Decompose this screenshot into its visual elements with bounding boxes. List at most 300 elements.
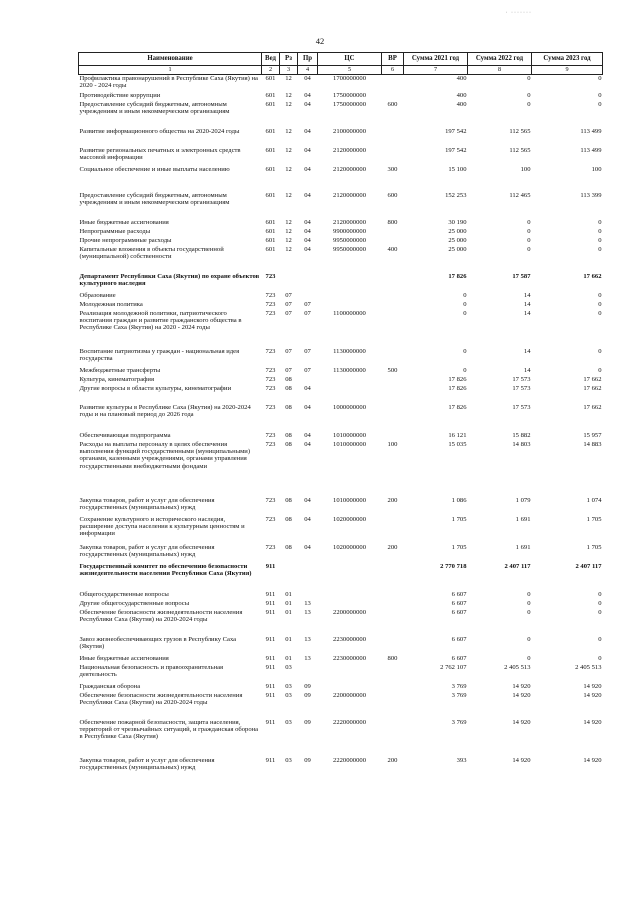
cell-vr: 200 bbox=[387, 496, 398, 504]
table-row bbox=[79, 516, 603, 544]
cell-name: Развитие региональных печатных и электронных средств массовой информации bbox=[79, 146, 241, 161]
cell-pr: 04 bbox=[304, 218, 311, 226]
cell-ved: 911 bbox=[265, 599, 276, 607]
cell-pr bbox=[298, 664, 318, 683]
header-row bbox=[79, 53, 603, 66]
cell-cs: 2230000000 bbox=[333, 635, 366, 643]
cell-sum-2023: 0 bbox=[598, 291, 602, 299]
cell-sum-2021: 15 035 bbox=[448, 440, 467, 448]
cell-sum-2022: 17 573 bbox=[512, 384, 531, 392]
cell-ved: 723 bbox=[265, 384, 276, 392]
cell-sum-2023: 17 662 bbox=[583, 403, 602, 411]
cell-sum-2022: 0 bbox=[527, 599, 531, 607]
cell-pr: 07 bbox=[304, 347, 311, 355]
cell-sum-2023: 14 920 bbox=[583, 691, 602, 699]
cell-sum-2023: 100 bbox=[591, 165, 602, 173]
cell-vr: 600 bbox=[387, 100, 398, 108]
table-row bbox=[79, 385, 603, 404]
table-row bbox=[79, 228, 603, 237]
cell-sum-2021: 3 769 bbox=[451, 691, 467, 699]
cell-sum-2023: 0 bbox=[598, 654, 602, 662]
cell-vr bbox=[382, 310, 404, 348]
cell-pr bbox=[298, 273, 318, 292]
cell-ved: 601 bbox=[265, 91, 276, 99]
cell-sum-2022: 15 882 bbox=[512, 431, 531, 439]
cell-cs bbox=[318, 273, 382, 292]
cell-name: Молодежная политика bbox=[79, 300, 143, 308]
table-row bbox=[79, 636, 603, 655]
cell-name: Образование bbox=[79, 291, 116, 299]
cell-sum-2022: 14 920 bbox=[512, 691, 531, 699]
cell-pr bbox=[298, 563, 318, 591]
cell-ved: 911 bbox=[265, 718, 276, 726]
header-sum-2022: Сумма 2022 год bbox=[468, 53, 532, 66]
cell-ved: 723 bbox=[265, 291, 276, 299]
cell-name: Предоставление субсидий бюджетным, автономным учреждениям и иным некоммерческим организациям bbox=[79, 191, 230, 206]
cell-ved: 723 bbox=[265, 496, 276, 504]
cell-sum-2021: 0 bbox=[463, 366, 467, 374]
cell-name: Другие вопросы в области культуры, кинематографии bbox=[79, 384, 232, 392]
cell-pr: 13 bbox=[304, 654, 311, 662]
cell-pr: 04 bbox=[304, 245, 311, 253]
cell-pr: 07 bbox=[304, 309, 311, 317]
cell-name: Прочие непрограммные расходы bbox=[79, 236, 172, 244]
cell-sum-2022: 14 bbox=[523, 291, 531, 299]
cell-rz: 12 bbox=[285, 218, 292, 226]
cell-vr: 200 bbox=[387, 543, 398, 551]
cell-name: Предоставление субсидий бюджетным, автономным учреждениям и иным некоммерческим организациям bbox=[79, 100, 230, 115]
cell-pr: 04 bbox=[304, 384, 311, 392]
cell-sum-2023: 0 bbox=[598, 100, 602, 108]
cell-pr: 07 bbox=[304, 366, 311, 374]
cell-ved: 911 bbox=[265, 562, 276, 570]
cell-sum-2022: 0 bbox=[527, 635, 531, 643]
cell-name: Непрограммные расходы bbox=[79, 227, 151, 235]
cell-pr: 13 bbox=[304, 608, 311, 616]
cell-rz: 01 bbox=[285, 599, 292, 607]
cell-vr bbox=[382, 664, 404, 683]
cell-pr: 04 bbox=[304, 165, 311, 173]
cell-rz: 01 bbox=[285, 608, 292, 616]
cell-sum-2023: 1 705 bbox=[586, 515, 602, 523]
cell-sum-2021: 6 607 bbox=[451, 635, 467, 643]
cell-sum-2023: 17 662 bbox=[583, 384, 602, 392]
table-row bbox=[79, 166, 603, 192]
cell-ved: 723 bbox=[265, 366, 276, 374]
cell-vr bbox=[382, 636, 404, 655]
cell-sum-2022: 112 565 bbox=[509, 127, 531, 135]
cell-rz: 08 bbox=[285, 440, 292, 448]
cell-sum-2023: 17 662 bbox=[583, 375, 602, 383]
cell-sum-2022: 0 bbox=[527, 75, 531, 82]
column-number: 3 bbox=[280, 66, 298, 75]
table-row bbox=[79, 683, 603, 692]
cell-cs: 2120000000 bbox=[333, 218, 366, 226]
cell-sum-2022: 1 691 bbox=[515, 543, 531, 551]
cell-cs: 2120000000 bbox=[333, 191, 366, 199]
table-row bbox=[79, 310, 603, 348]
table-row bbox=[79, 609, 603, 636]
cell-vr bbox=[382, 404, 404, 432]
cell-sum-2023: 15 957 bbox=[583, 431, 602, 439]
table-row bbox=[79, 757, 603, 776]
cell-sum-2023: 14 883 bbox=[583, 440, 602, 448]
table-row bbox=[79, 292, 603, 301]
table-row bbox=[79, 75, 603, 92]
table-row bbox=[79, 192, 603, 219]
cell-sum-2023: 113 499 bbox=[580, 146, 602, 154]
cell-pr: 07 bbox=[304, 300, 311, 308]
cell-cs: 1000000000 bbox=[333, 403, 366, 411]
cell-vr: 400 bbox=[387, 245, 398, 253]
table-row bbox=[79, 719, 603, 757]
table-row bbox=[79, 600, 603, 609]
cell-vr bbox=[382, 683, 404, 692]
cell-rz bbox=[280, 563, 298, 591]
cell-name: Гражданская оборона bbox=[79, 682, 141, 690]
cell-sum-2021: 400 bbox=[456, 75, 467, 82]
cell-name: Закупка товаров, работ и услуг для обеспечения государственных (муниципальных) нужд bbox=[79, 756, 215, 771]
cell-sum-2023: 2 407 117 bbox=[575, 562, 602, 570]
cell-sum-2022: 100 bbox=[520, 165, 531, 173]
cell-sum-2023: 113 499 bbox=[580, 127, 602, 135]
cell-sum-2022: 1 079 bbox=[515, 496, 531, 504]
table-row bbox=[79, 404, 603, 432]
table-row bbox=[79, 367, 603, 376]
cell-sum-2021: 400 bbox=[456, 100, 467, 108]
cell-sum-2023: 0 bbox=[598, 590, 602, 598]
cell-sum-2021: 1 705 bbox=[451, 543, 467, 551]
cell-sum-2023: 14 920 bbox=[583, 756, 602, 764]
cell-sum-2021: 6 607 bbox=[451, 608, 467, 616]
cell-name: Обеспечение безопасности жизнедеятельности населения Республики Саха (Якутия) на 2020-2024 годы bbox=[79, 691, 243, 706]
cell-pr: 13 bbox=[304, 635, 311, 643]
cell-sum-2022: 112 565 bbox=[509, 146, 531, 154]
cell-sum-2021: 0 bbox=[463, 309, 467, 317]
cell-vr bbox=[382, 92, 404, 101]
cell-cs: 1020000000 bbox=[333, 543, 366, 551]
cell-name: Капитальные вложения в объекты государственной (муниципальной) собственности bbox=[79, 245, 224, 260]
table-row bbox=[79, 664, 603, 683]
cell-rz: 12 bbox=[285, 91, 292, 99]
table-row bbox=[79, 591, 603, 600]
cell-ved: 601 bbox=[265, 127, 276, 135]
column-number: 9 bbox=[532, 66, 603, 75]
table-row bbox=[79, 348, 603, 367]
cell-sum-2023: 2 405 513 bbox=[575, 663, 602, 671]
cell-sum-2021: 15 100 bbox=[448, 165, 467, 173]
cell-rz: 12 bbox=[285, 245, 292, 253]
cell-rz: 07 bbox=[285, 309, 292, 317]
cell-rz: 08 bbox=[285, 496, 292, 504]
cell-vr bbox=[382, 228, 404, 237]
cell-sum-2023: 0 bbox=[598, 75, 602, 82]
cell-cs bbox=[318, 591, 382, 600]
cell-vr bbox=[382, 609, 404, 636]
cell-cs: 2120000000 bbox=[333, 146, 366, 154]
cell-cs: 2120000000 bbox=[333, 165, 366, 173]
cell-pr bbox=[298, 591, 318, 600]
cell-sum-2022: 17 573 bbox=[512, 375, 531, 383]
cell-pr: 04 bbox=[304, 191, 311, 199]
column-number-row bbox=[79, 66, 603, 75]
cell-name: Иные бюджетные ассигнования bbox=[79, 654, 169, 662]
cell-pr: 04 bbox=[304, 403, 311, 411]
cell-sum-2021: 2 770 718 bbox=[440, 562, 467, 570]
header-name: Наименование bbox=[79, 53, 262, 66]
cell-cs: 2220000000 bbox=[333, 718, 366, 726]
table-row bbox=[79, 544, 603, 563]
cell-vr bbox=[382, 147, 404, 166]
cell-sum-2021: 3 769 bbox=[451, 718, 467, 726]
cell-vr bbox=[382, 376, 404, 385]
cell-pr bbox=[298, 292, 318, 301]
table-row bbox=[79, 441, 603, 497]
cell-vr bbox=[382, 75, 404, 92]
cell-ved: 601 bbox=[265, 227, 276, 235]
cell-rz: 12 bbox=[285, 227, 292, 235]
cell-cs: 1750000000 bbox=[333, 100, 366, 108]
cell-vr bbox=[382, 432, 404, 441]
cell-name: Другие общегосударственные вопросы bbox=[79, 599, 190, 607]
column-number: 5 bbox=[318, 66, 382, 75]
cell-cs: 1130000000 bbox=[333, 347, 366, 355]
cell-rz: 12 bbox=[285, 236, 292, 244]
cell-name: Общегосударственные вопросы bbox=[79, 590, 169, 598]
cell-sum-2022: 0 bbox=[527, 245, 531, 253]
cell-pr: 04 bbox=[304, 543, 311, 551]
column-number: 8 bbox=[468, 66, 532, 75]
cell-vr bbox=[382, 237, 404, 246]
budget-table bbox=[78, 52, 603, 776]
header-pr: Пр bbox=[298, 53, 318, 66]
page-number: 42 bbox=[315, 36, 325, 46]
cell-name: Развитие информационного общества на 2020-2024 годы bbox=[79, 127, 240, 135]
cell-cs: 1700000000 bbox=[333, 75, 366, 82]
cell-sum-2022: 0 bbox=[527, 100, 531, 108]
cell-ved: 601 bbox=[265, 218, 276, 226]
cell-pr: 04 bbox=[304, 227, 311, 235]
cell-sum-2021: 2 762 107 bbox=[440, 663, 467, 671]
cell-pr: 04 bbox=[304, 75, 311, 82]
cell-ved: 601 bbox=[265, 146, 276, 154]
cell-rz: 08 bbox=[285, 384, 292, 392]
cell-sum-2022: 14 920 bbox=[512, 682, 531, 690]
cell-sum-2021: 6 607 bbox=[451, 590, 467, 598]
cell-ved: 601 bbox=[265, 75, 276, 82]
table-row bbox=[79, 219, 603, 228]
header-sum-2023: Сумма 2023 год bbox=[532, 53, 603, 66]
cell-rz: 08 bbox=[285, 403, 292, 411]
cell-rz: 12 bbox=[285, 146, 292, 154]
cell-sum-2021: 152 253 bbox=[445, 191, 467, 199]
cell-cs: 2200000000 bbox=[333, 691, 366, 699]
cell-pr: 04 bbox=[304, 515, 311, 523]
cell-sum-2021: 25 000 bbox=[448, 245, 467, 253]
cell-sum-2022: 0 bbox=[527, 590, 531, 598]
cell-vr bbox=[382, 692, 404, 719]
cell-sum-2021: 393 bbox=[456, 756, 467, 764]
cell-cs: 1010000000 bbox=[333, 496, 366, 504]
table-row bbox=[79, 237, 603, 246]
cell-cs bbox=[318, 292, 382, 301]
cell-ved: 723 bbox=[265, 440, 276, 448]
cell-name: Государственный комитет по обеспечению безопасности жизнедеятельности населения Республики Саха (Якутия) bbox=[79, 562, 252, 577]
table-row bbox=[79, 655, 603, 664]
cell-vr: 100 bbox=[387, 440, 398, 448]
corner-mark: · ······· bbox=[505, 10, 532, 16]
cell-sum-2021: 197 542 bbox=[445, 127, 467, 135]
cell-rz: 12 bbox=[285, 165, 292, 173]
cell-vr: 500 bbox=[387, 366, 398, 374]
table-row bbox=[79, 128, 603, 147]
cell-rz: 07 bbox=[285, 300, 292, 308]
cell-pr bbox=[298, 376, 318, 385]
cell-sum-2023: 1 705 bbox=[586, 543, 602, 551]
cell-vr bbox=[382, 600, 404, 609]
cell-sum-2021: 400 bbox=[456, 91, 467, 99]
cell-vr bbox=[382, 591, 404, 600]
cell-ved: 723 bbox=[265, 309, 276, 317]
cell-name: Иные бюджетные ассигнования bbox=[79, 218, 169, 226]
cell-rz: 07 bbox=[285, 291, 292, 299]
cell-sum-2023: 14 920 bbox=[583, 718, 602, 726]
cell-sum-2022: 14 bbox=[523, 309, 531, 317]
cell-name: Департамент Республики Саха (Якутия) по охране объектов культурного наследия bbox=[79, 272, 260, 287]
cell-sum-2021: 1 086 bbox=[451, 496, 467, 504]
cell-rz: 08 bbox=[285, 515, 292, 523]
cell-ved: 911 bbox=[265, 590, 276, 598]
cell-sum-2023: 0 bbox=[598, 227, 602, 235]
cell-sum-2023: 0 bbox=[598, 347, 602, 355]
cell-vr bbox=[382, 348, 404, 367]
cell-cs: 2200000000 bbox=[333, 608, 366, 616]
column-number: 6 bbox=[382, 66, 404, 75]
cell-sum-2021: 17 826 bbox=[448, 384, 467, 392]
cell-cs: 1130000000 bbox=[333, 366, 366, 374]
cell-vr bbox=[382, 563, 404, 591]
cell-cs: 1020000000 bbox=[333, 515, 366, 523]
header-sum-2021: Сумма 2021 год bbox=[404, 53, 468, 66]
cell-cs bbox=[318, 376, 382, 385]
table-row bbox=[79, 246, 603, 273]
column-number: 4 bbox=[298, 66, 318, 75]
cell-sum-2021: 0 bbox=[463, 300, 467, 308]
cell-vr bbox=[382, 273, 404, 292]
cell-rz: 12 bbox=[285, 191, 292, 199]
cell-sum-2023: 1 074 bbox=[586, 496, 602, 504]
cell-name: Завоз жизнеобеспечивающих грузов в Республику Саха (Якутия) bbox=[79, 635, 237, 650]
cell-ved: 911 bbox=[265, 635, 276, 643]
cell-sum-2022: 0 bbox=[527, 654, 531, 662]
cell-sum-2022: 1 691 bbox=[515, 515, 531, 523]
cell-sum-2022: 14 803 bbox=[512, 440, 531, 448]
cell-sum-2021: 17 826 bbox=[448, 272, 467, 280]
cell-sum-2023: 0 bbox=[598, 599, 602, 607]
cell-pr: 04 bbox=[304, 91, 311, 99]
cell-vr bbox=[382, 385, 404, 404]
cell-pr: 09 bbox=[304, 756, 311, 764]
cell-ved: 911 bbox=[265, 608, 276, 616]
cell-sum-2021: 25 000 bbox=[448, 236, 467, 244]
cell-ved: 723 bbox=[265, 347, 276, 355]
cell-sum-2022: 112 465 bbox=[509, 191, 531, 199]
cell-vr bbox=[382, 292, 404, 301]
cell-ved: 911 bbox=[265, 691, 276, 699]
cell-ved: 723 bbox=[265, 300, 276, 308]
cell-cs: 1010000000 bbox=[333, 431, 366, 439]
cell-sum-2021: 17 826 bbox=[448, 375, 467, 383]
cell-pr: 04 bbox=[304, 440, 311, 448]
cell-ved: 911 bbox=[265, 682, 276, 690]
cell-cs: 1100000000 bbox=[333, 309, 366, 317]
cell-cs bbox=[318, 664, 382, 683]
table-body bbox=[79, 75, 603, 776]
cell-sum-2021: 197 542 bbox=[445, 146, 467, 154]
cell-vr: 300 bbox=[387, 165, 398, 173]
cell-sum-2023: 0 bbox=[598, 366, 602, 374]
cell-rz: 12 bbox=[285, 75, 292, 82]
cell-ved: 601 bbox=[265, 100, 276, 108]
cell-sum-2022: 14 920 bbox=[512, 756, 531, 764]
cell-ved: 911 bbox=[265, 756, 276, 764]
cell-sum-2022: 14 bbox=[523, 300, 531, 308]
cell-name: Воспитание патриотизма у граждан - национальная идея государства bbox=[79, 347, 240, 362]
cell-sum-2023: 14 920 bbox=[583, 682, 602, 690]
cell-sum-2023: 113 399 bbox=[580, 191, 602, 199]
cell-name: Культура, кинематография bbox=[79, 375, 154, 383]
cell-vr: 800 bbox=[387, 218, 398, 226]
cell-name: Реализация молодежной политики, патриотического воспитания граждан и развитие гражданского общества в Республике Саха (Якутия) на 2020 - 2024 годы bbox=[79, 309, 242, 332]
cell-pr: 04 bbox=[304, 236, 311, 244]
table-row bbox=[79, 147, 603, 166]
cell-name: Расходы на выплаты персоналу в целях обеспечения выполнения функций государственными (муниципальными) органами, казенными учреждениями, органами управления государственными внебюджетными фондами bbox=[79, 440, 251, 470]
cell-ved: 723 bbox=[265, 375, 276, 383]
cell-pr: 09 bbox=[304, 682, 311, 690]
cell-sum-2023: 0 bbox=[598, 245, 602, 253]
cell-sum-2022: 0 bbox=[527, 227, 531, 235]
table-row bbox=[79, 563, 603, 591]
cell-name: Развитие культуры в Республике Саха (Якутия) на 2020-2024 годы и на плановый период до 2026 года bbox=[79, 403, 251, 418]
cell-pr: 13 bbox=[304, 599, 311, 607]
header-vr: ВР bbox=[382, 53, 404, 66]
cell-ved: 723 bbox=[265, 431, 276, 439]
cell-pr: 04 bbox=[304, 496, 311, 504]
cell-cs bbox=[318, 683, 382, 692]
cell-cs: 1750000000 bbox=[333, 91, 366, 99]
cell-ved: 723 bbox=[265, 403, 276, 411]
cell-vr bbox=[382, 301, 404, 310]
header-ved: Вед bbox=[262, 53, 280, 66]
column-number: 2 bbox=[262, 66, 280, 75]
cell-name: Обеспечение пожарной безопасности, защита населения, территорий от чрезвычайных ситуаций, и гражданская оборона в Республике Саха (Якутия) bbox=[79, 718, 259, 741]
cell-sum-2021: 25 000 bbox=[448, 227, 467, 235]
header-cs: ЦС bbox=[318, 53, 382, 66]
cell-rz: 07 bbox=[285, 366, 292, 374]
table-row bbox=[79, 273, 603, 292]
cell-cs: 2100000000 bbox=[333, 127, 366, 135]
cell-sum-2023: 17 662 bbox=[583, 272, 602, 280]
cell-sum-2022: 2 407 117 bbox=[504, 562, 531, 570]
cell-sum-2023: 0 bbox=[598, 635, 602, 643]
cell-sum-2023: 0 bbox=[598, 236, 602, 244]
cell-sum-2022: 0 bbox=[527, 236, 531, 244]
cell-name: Сохранение культурного и исторического наследия, расширение доступа населения к культурным ценностям и информации bbox=[79, 515, 245, 538]
cell-cs bbox=[318, 600, 382, 609]
cell-name: Противодействие коррупции bbox=[79, 91, 161, 99]
column-number: 1 bbox=[79, 66, 262, 75]
cell-name: Обеспечение безопасности жизнедеятельности населения Республики Саха (Якутия) на 2020-2024 годы bbox=[79, 608, 243, 623]
